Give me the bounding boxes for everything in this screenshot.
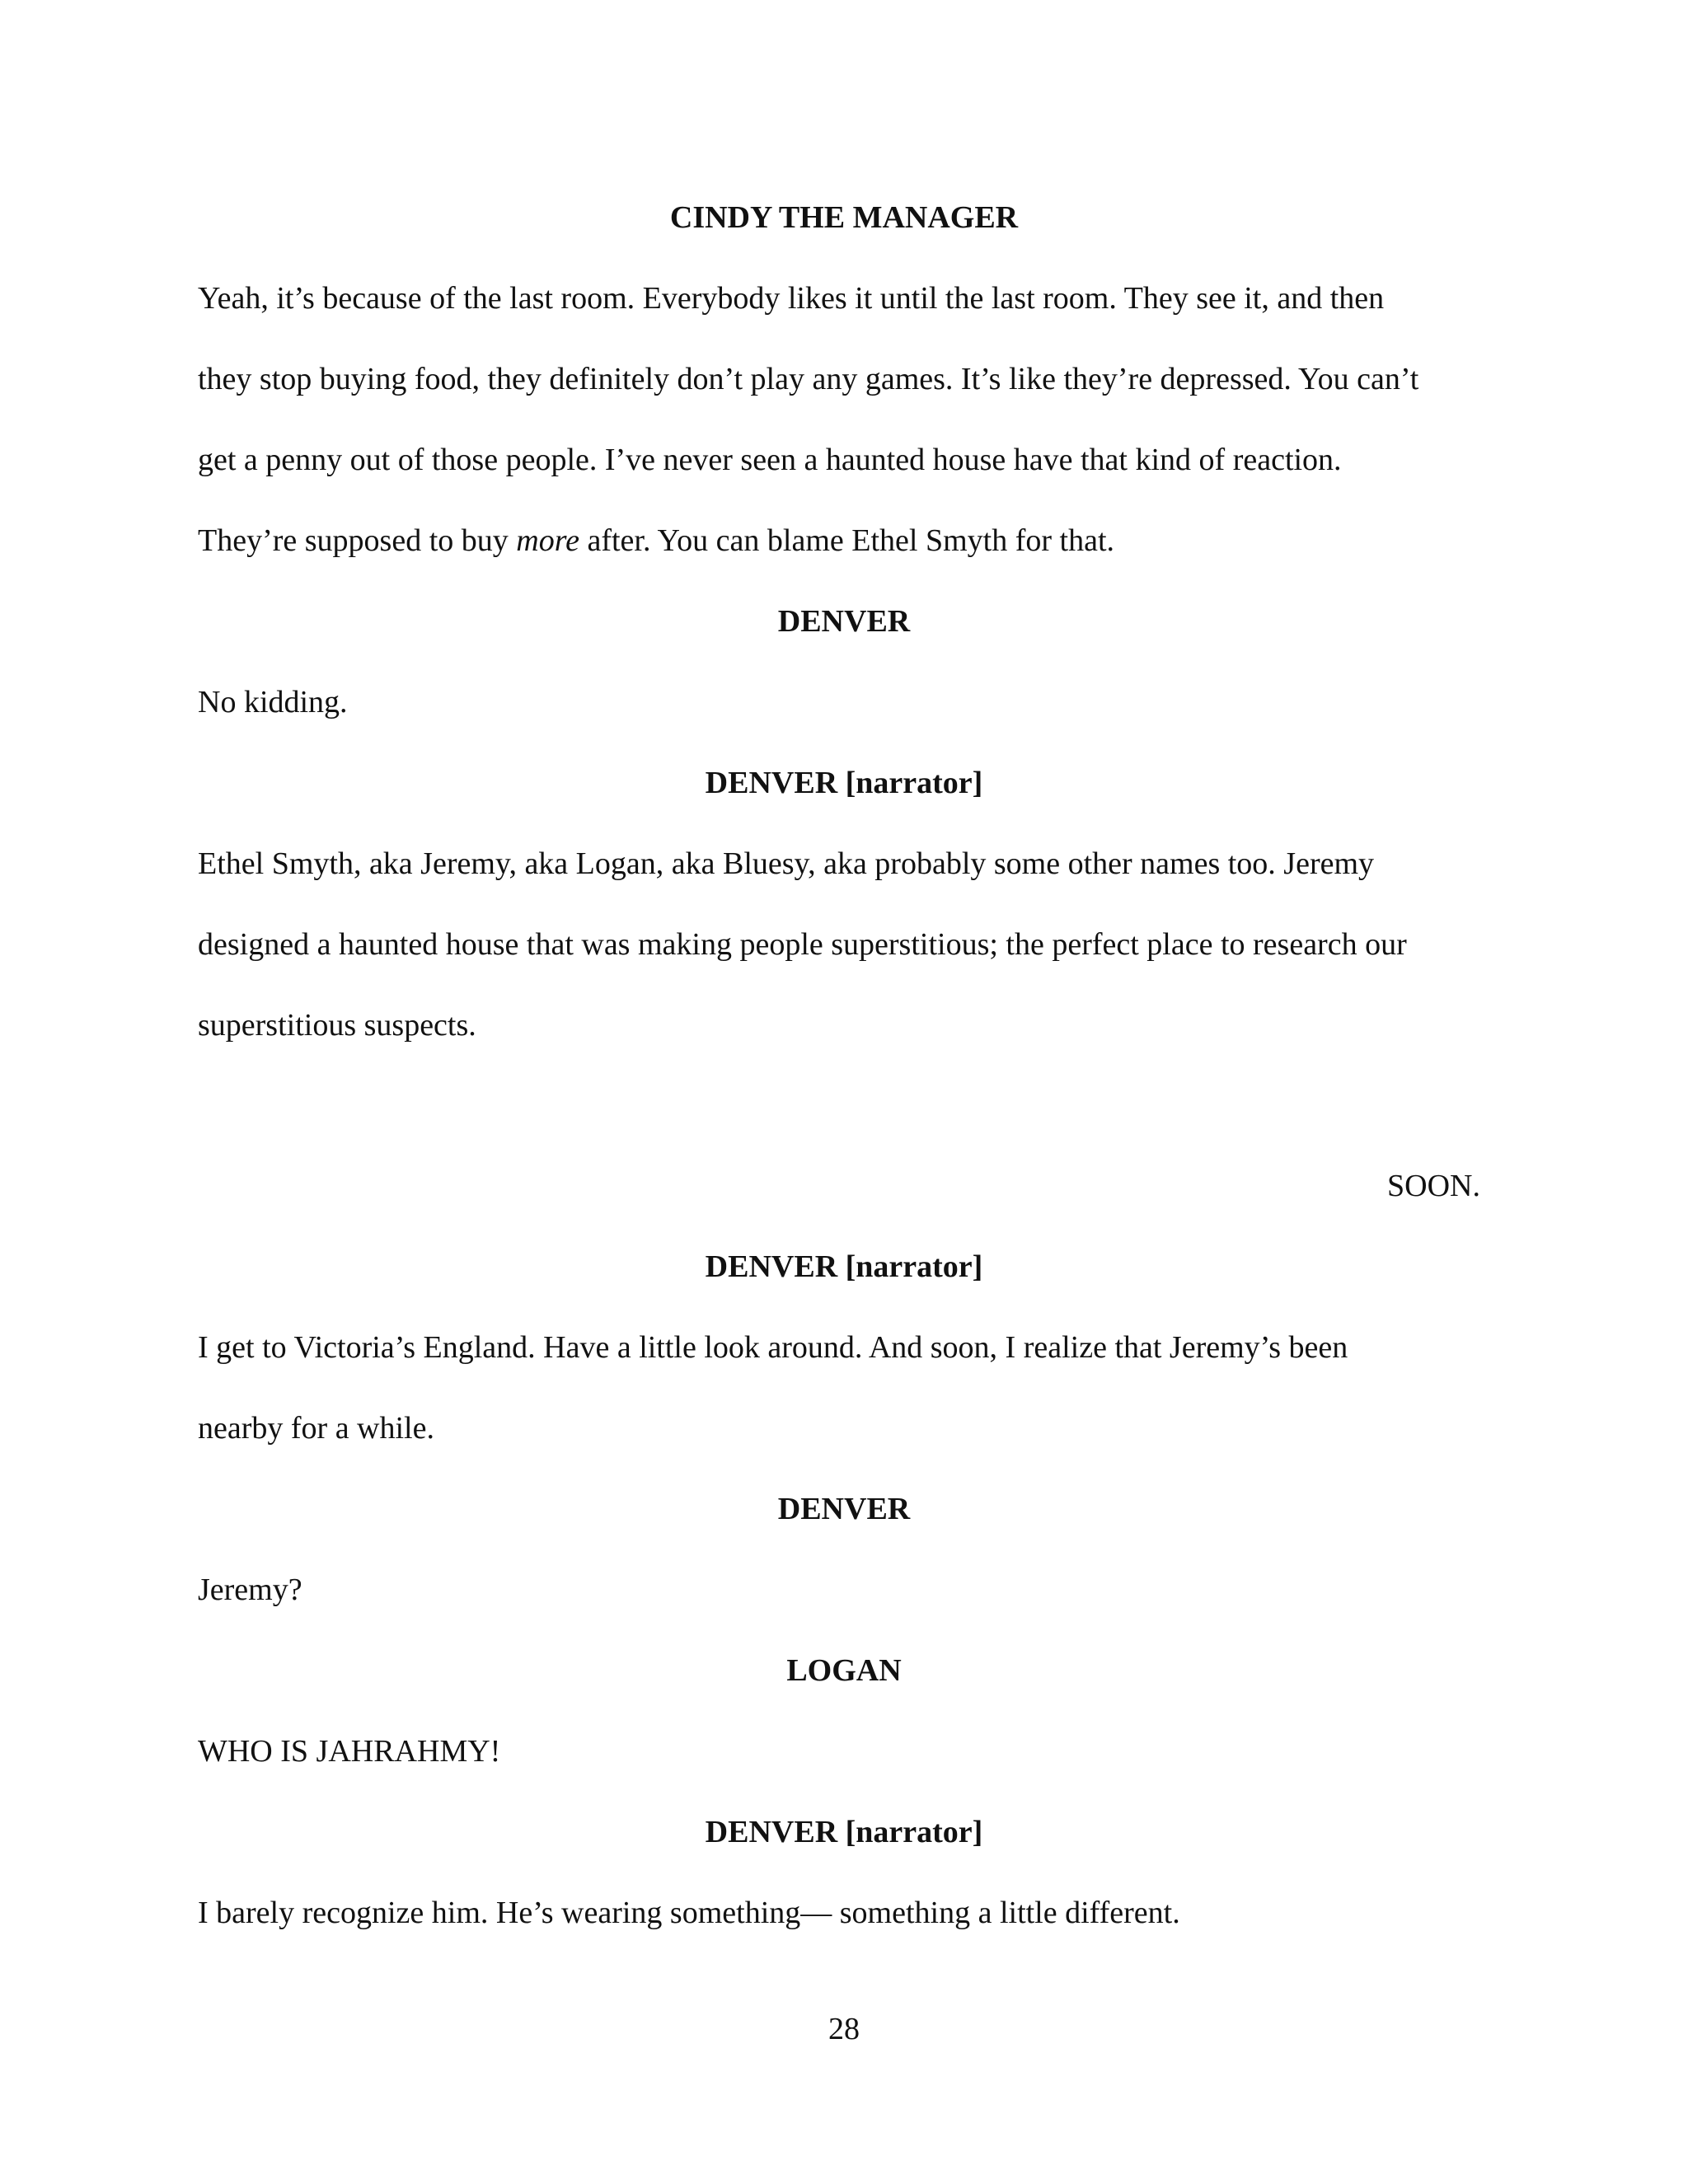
character-name: DENVER: [777, 1492, 911, 1526]
dialogue-line: [198, 521, 1484, 560]
dialogue-line: No kidding.: [198, 685, 348, 719]
dialogue-text: They’re supposed to buy: [198, 523, 517, 558]
dialogue-line: superstitious suspects.: [198, 1008, 476, 1043]
dialogue-line: Ethel Smyth, aka Jeremy, aka Logan, aka Bluesy, aka probably some other names too. Jeremy: [198, 846, 1375, 881]
dialogue-line: designed a haunted house that was making people superstitious; the perfect place to research our: [198, 927, 1407, 962]
dialogue-line: nearby for a while.: [198, 1411, 434, 1446]
dialogue-text: after. You can blame Ethel Smyth for that.: [579, 523, 1114, 558]
character-name: DENVER [narrator]: [705, 1249, 983, 1284]
dialogue-line: get a penny out of those people. I’ve never seen a haunted house have that kind of reaction.: [198, 443, 1342, 477]
dialogue-line: Jeremy?: [198, 1572, 302, 1607]
dialogue-line: I get to Victoria’s England. Have a little look around. And soon, I realize that Jeremy’s been: [198, 1330, 1348, 1365]
dialogue-line: they stop buying food, they definitely don’t play any games. It’s like they’re depressed. You can’t: [198, 362, 1419, 396]
emphasized-word: more: [516, 523, 579, 558]
dialogue-line: WHO IS JAHRAHMY!: [198, 1734, 501, 1769]
character-name: DENVER: [777, 604, 911, 639]
character-name: DENVER [narrator]: [705, 1815, 983, 1849]
dialogue-line: I barely recognize him. He’s wearing something— something a little different.: [198, 1896, 1180, 1930]
page-number: 28: [828, 2012, 860, 2046]
dialogue-line: Yeah, it’s because of the last room. Everybody likes it until the last room. They see it, and then: [198, 281, 1385, 316]
transition: SOON.: [1387, 1169, 1480, 1203]
character-name: CINDY THE MANAGER: [669, 200, 1019, 235]
character-name: LOGAN: [786, 1653, 902, 1688]
character-name: DENVER [narrator]: [705, 766, 983, 800]
